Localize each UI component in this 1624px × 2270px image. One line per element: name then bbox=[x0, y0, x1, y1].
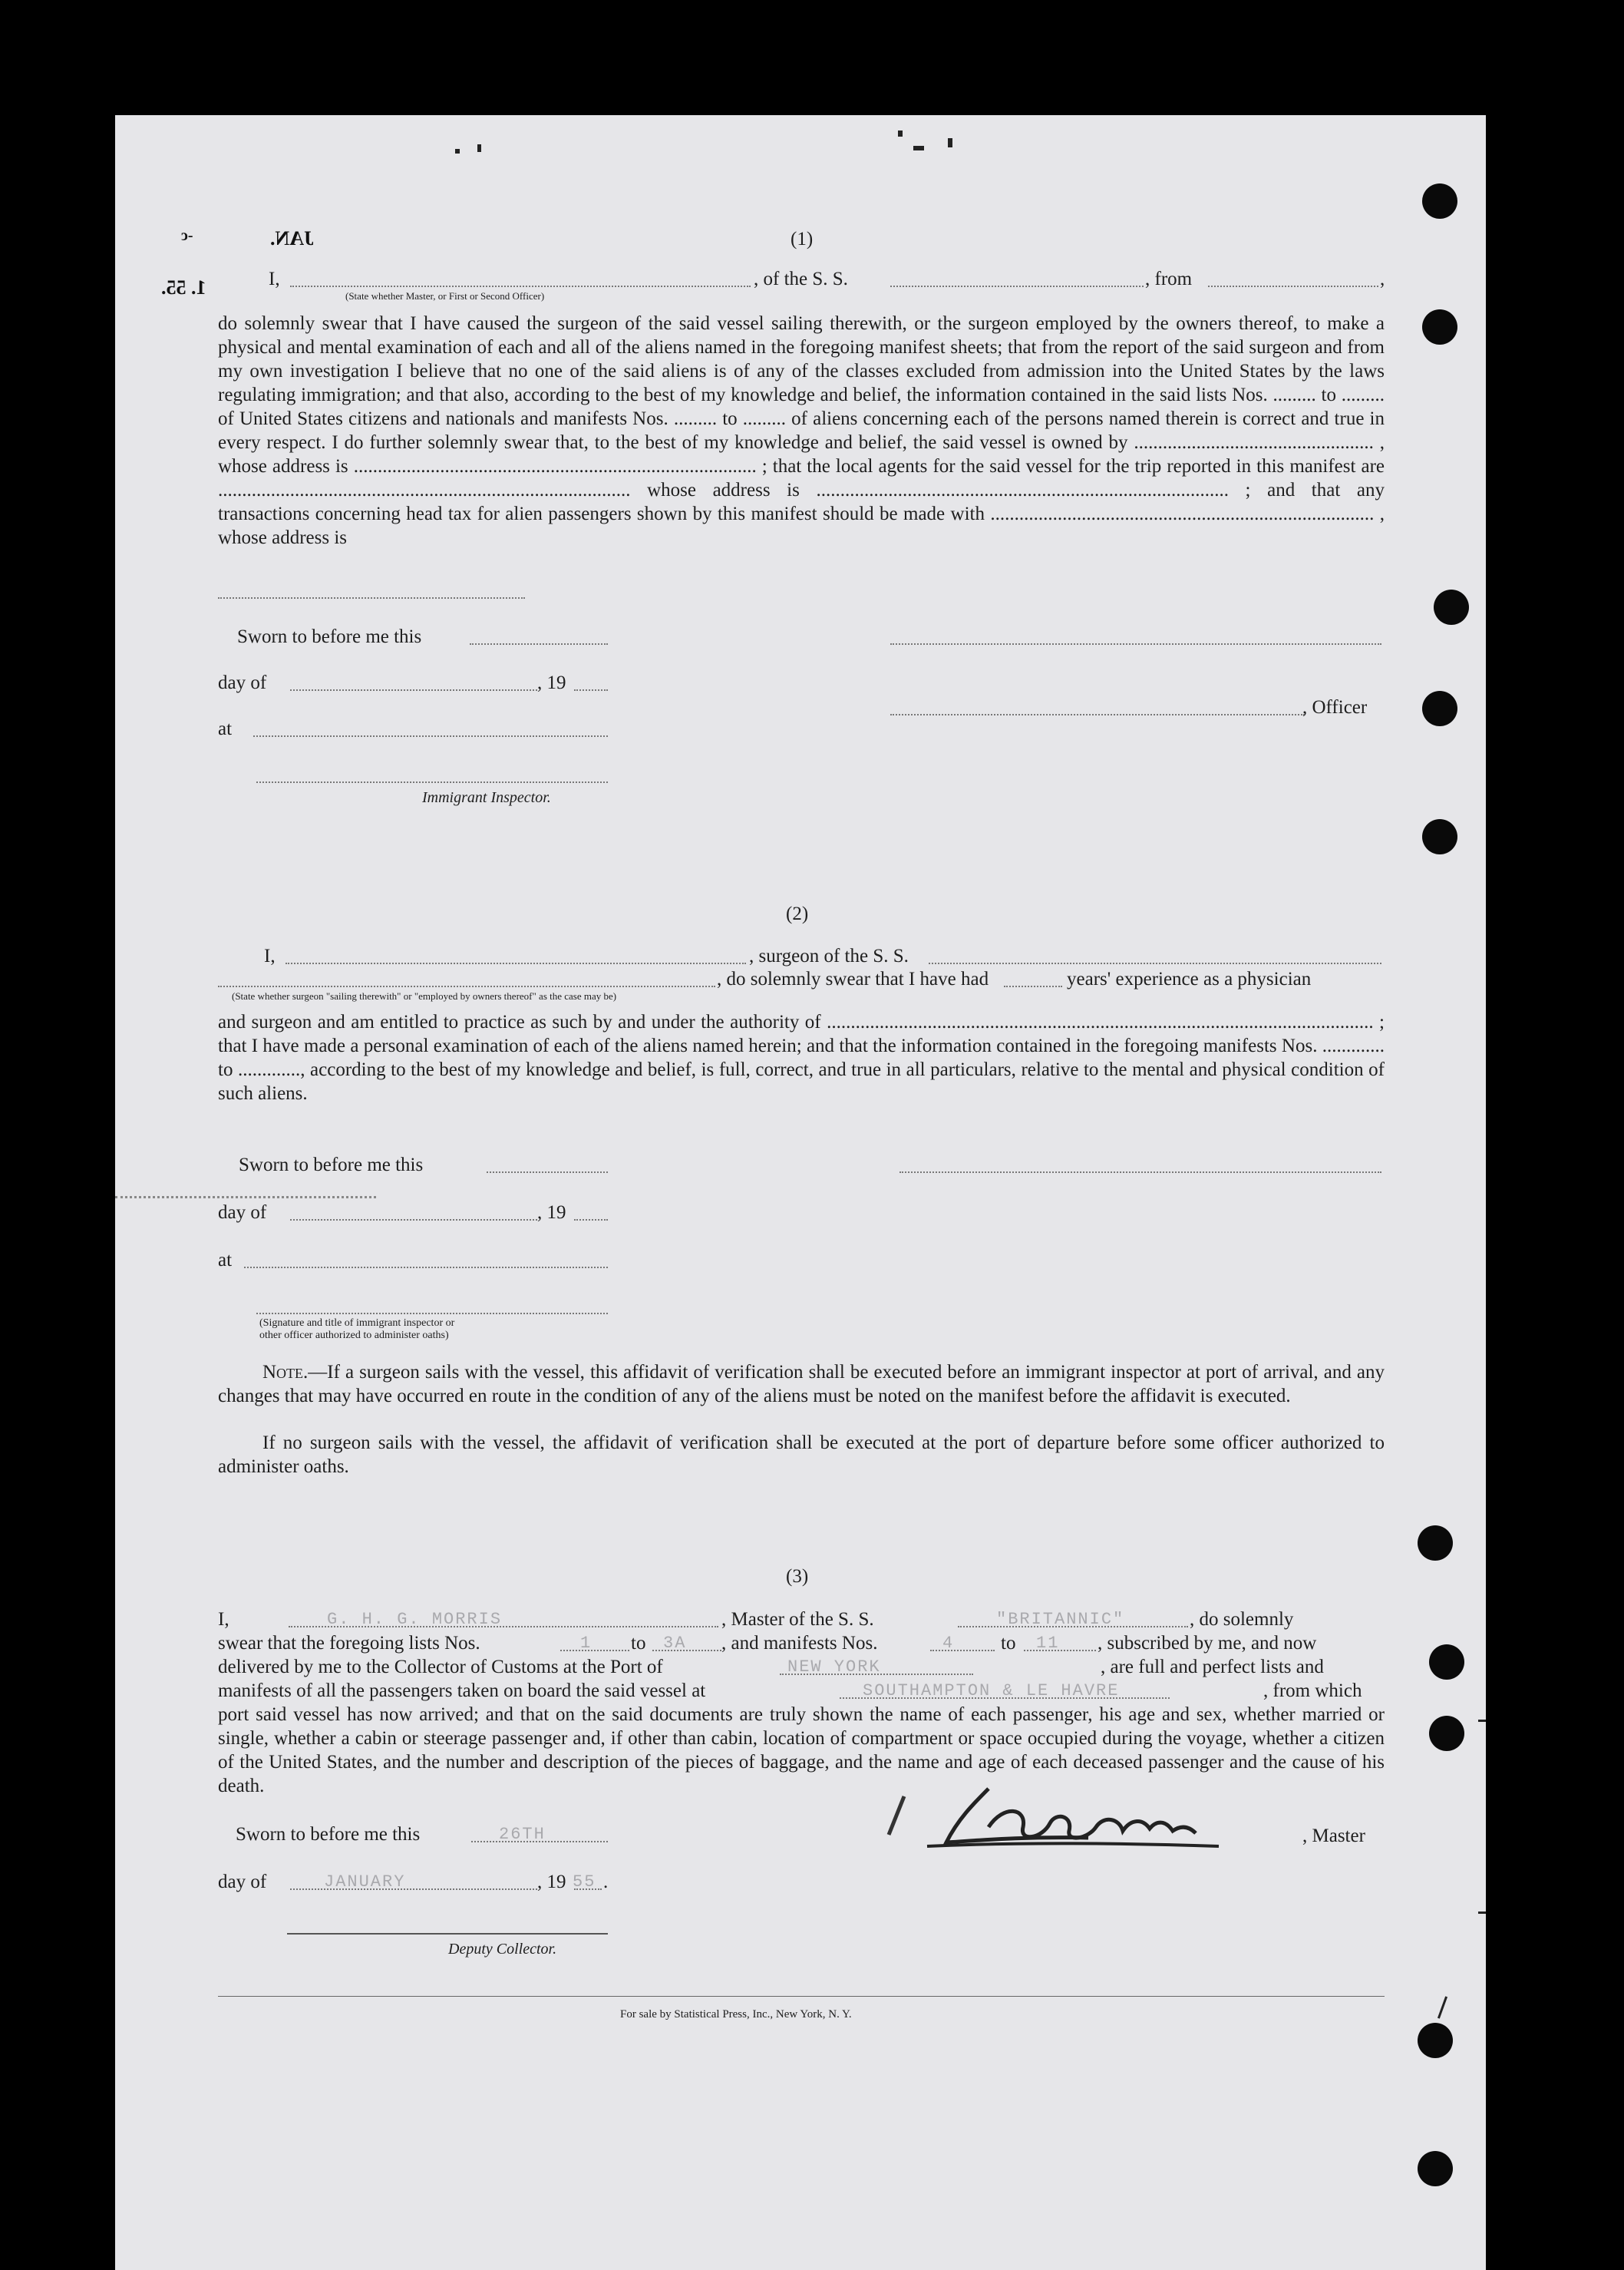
s3-l3-b: , are full and perfect lists and bbox=[1101, 1657, 1324, 1677]
signature-line bbox=[256, 781, 608, 783]
ink-mark bbox=[477, 144, 481, 152]
blank-line bbox=[890, 286, 1144, 287]
blank-line bbox=[930, 1650, 995, 1651]
blank-line bbox=[218, 597, 525, 599]
s2-sworn: Sworn to before me this bbox=[239, 1155, 424, 1175]
s3-i: I, bbox=[218, 1609, 229, 1630]
blank-line bbox=[1208, 286, 1378, 287]
s3-sworn: Sworn to before me this bbox=[236, 1824, 421, 1845]
s2-day-of: day of bbox=[218, 1202, 267, 1223]
s2-line1-surgeon: , surgeon of the S. S. bbox=[749, 946, 909, 966]
s1-caption: (State whether Master, or First or Second Officer) bbox=[345, 290, 545, 302]
punch-hole bbox=[1422, 183, 1457, 219]
departure-port-field: SOUTHAMPTON & LE HAVRE bbox=[863, 1681, 1120, 1700]
s3-solemnly: , do solemnly bbox=[1190, 1609, 1294, 1630]
arrival-port-field: NEW YORK bbox=[787, 1657, 881, 1677]
s1-sworn: Sworn to before me this bbox=[237, 626, 422, 647]
punch-hole bbox=[1422, 309, 1457, 345]
punch-hole bbox=[1429, 1644, 1464, 1680]
blank-line bbox=[487, 1171, 608, 1173]
blank-line bbox=[290, 286, 751, 287]
s3-l2-a: swear that the foregoing lists Nos. bbox=[218, 1633, 480, 1654]
signature-line bbox=[256, 1313, 608, 1314]
blank-line bbox=[290, 689, 537, 691]
manifest-page bbox=[115, 115, 1486, 2270]
section-2-heading: (2) bbox=[786, 904, 809, 924]
s3-l4-a: manifests of all the passengers taken on board the said vessel at bbox=[218, 1680, 706, 1701]
s3-body: port said vessel has now arrived; and that on the said documents are truly shown the name of each passenger, his age and sex, whether married or single, whether a cabin or steerage passenger and, if other than cabin, location of compartment or space occupied during the voyage, whether a citizen of the United States, and the number and description of the pieces of baggage, and the name and age of each deceased passenger and the cause of his death. bbox=[218, 1704, 1385, 1796]
s3-l3-a: delivered by me to the Collector of Customs at the Port of bbox=[218, 1657, 663, 1677]
s2-line2: , do solemnly swear that I have had bbox=[717, 969, 989, 990]
blank-line bbox=[929, 963, 1381, 964]
blank-line bbox=[574, 689, 608, 691]
s2-caption: (State whether surgeon "sailing therewith" or "employed by owners thereof" as the case may be) bbox=[232, 990, 617, 1002]
s1-line1-end: , bbox=[1380, 269, 1385, 289]
s2-line2-end: years' experience as a physician bbox=[1067, 969, 1312, 990]
s2-line1-i: I, bbox=[264, 946, 276, 966]
date-stamp: JAN. bbox=[270, 227, 315, 249]
date-stamp: 1. 55. bbox=[161, 276, 206, 299]
ink-mark bbox=[1478, 1720, 1486, 1722]
blank-line bbox=[286, 963, 746, 964]
s3-l2-c: , subscribed by me, and now bbox=[1098, 1633, 1317, 1654]
s1-day-of: day of bbox=[218, 672, 267, 693]
s3-period: . bbox=[603, 1872, 609, 1892]
blank-line bbox=[218, 986, 715, 987]
manifest-to-field: 11 bbox=[1036, 1634, 1060, 1653]
signature-line bbox=[287, 1933, 608, 1935]
list-from-field: 1 bbox=[580, 1634, 592, 1653]
ink-mark bbox=[948, 138, 952, 147]
blank-line bbox=[244, 1267, 608, 1268]
punch-hole bbox=[1422, 819, 1457, 854]
s2-sig-caption: other officer authorized to administer oaths) bbox=[259, 1330, 449, 1341]
s1-line1-from: , from bbox=[1145, 269, 1193, 289]
punch-hole bbox=[1418, 2023, 1453, 2058]
section-3-heading: (3) bbox=[786, 1566, 809, 1587]
s1-nineteen: , 19 bbox=[537, 672, 566, 693]
note-text: —If a surgeon sails with the vessel, this affidavit of verification shall be executed before an immigrant inspector at port of arrival, and any changes that may have occurred en route in the condition of any of the aliens must be noted on the manifest before the affidavit is executed. bbox=[218, 1362, 1385, 1406]
blank-line bbox=[290, 1219, 537, 1221]
s3-l2-b: , and manifests Nos. bbox=[721, 1633, 878, 1654]
month-field: JANUARY bbox=[324, 1872, 406, 1892]
s2-at: at bbox=[218, 1250, 233, 1270]
punch-hole bbox=[1429, 1716, 1464, 1751]
s3-master-label: , Master bbox=[1302, 1826, 1365, 1846]
s1-line1-i: I, bbox=[269, 269, 280, 289]
s1-inspector: Immigrant Inspector. bbox=[422, 789, 551, 806]
year-field: 55 bbox=[573, 1872, 596, 1892]
punch-hole bbox=[1434, 590, 1469, 625]
ship-name-field: "BRITANNIC" bbox=[996, 1610, 1125, 1629]
blank-line bbox=[574, 1219, 608, 1221]
blank-line bbox=[253, 735, 608, 737]
punch-hole bbox=[1418, 2151, 1453, 2186]
footer-text: For sale by Statistical Press, Inc., New York, N. Y. bbox=[620, 2008, 852, 2021]
signature-line bbox=[890, 714, 1305, 715]
s3-nineteen: , 19 bbox=[537, 1872, 566, 1892]
date-stamp-mark: -c bbox=[181, 227, 193, 244]
ink-mark bbox=[898, 131, 903, 137]
s3-master-of: , Master of the S. S. bbox=[721, 1609, 874, 1630]
footer-rule bbox=[218, 1996, 1385, 1997]
s3-to2: to bbox=[1001, 1633, 1016, 1654]
s2-sig-caption: (Signature and title of immigrant inspector or bbox=[259, 1317, 455, 1329]
signature-line bbox=[890, 643, 1381, 645]
blank-line bbox=[1004, 986, 1062, 987]
s1-officer: , Officer bbox=[1302, 697, 1368, 718]
dotted-fold-mark bbox=[115, 1196, 376, 1198]
ink-mark bbox=[913, 146, 924, 150]
s1-line1-of: , of the S. S. bbox=[754, 269, 848, 289]
note-lead: Note. bbox=[262, 1362, 309, 1383]
master-signature bbox=[858, 1773, 1288, 1858]
s2-nineteen: , 19 bbox=[537, 1202, 566, 1223]
ink-mark bbox=[1438, 1996, 1447, 2018]
note-paragraph-2: If no surgeon sails with the vessel, the affidavit of verification shall be executed at the port of departure before some officer authorized to administer oaths. bbox=[218, 1432, 1385, 1477]
ink-mark bbox=[455, 149, 460, 154]
section-1-heading: (1) bbox=[791, 229, 814, 249]
list-to-field: 3A bbox=[663, 1634, 687, 1653]
blank-line bbox=[470, 643, 608, 645]
s3-l4-b: , from which bbox=[1263, 1680, 1362, 1701]
s2-body: and surgeon and am entitled to practice as such by and under the authority of .................................................................................................................. ; that I have made a personal examination of each of the aliens named herein; and that the information contained in the foregoing manifests Nos. ............. to ............., according to the best of my knowledge and belief, is full, correct, and true in all particulars, relative to the mental and physical condition of such aliens. bbox=[218, 1012, 1385, 1104]
ink-mark bbox=[1478, 1911, 1486, 1914]
blank-line bbox=[560, 1650, 629, 1651]
manifest-from-field: 4 bbox=[942, 1634, 955, 1653]
s1-at: at bbox=[218, 719, 233, 739]
s3-day-of: day of bbox=[218, 1872, 267, 1892]
punch-hole bbox=[1418, 1525, 1453, 1561]
s1-body: do solemnly swear that I have caused the surgeon of the said vessel sailing therewith, or the surgeon employed by the owners thereof, to make a physical and mental examination of each and all of the aliens named in the foregoing manifest sheets; that from the report of the said surgeon and from my own investigation I believe that no one of the said aliens is of any of the classes excluded from admission into the United States by the laws regulating immigration; and that also, according to the best of my knowledge and belief, the information contained in the said lists Nos. ......... to ......... of United States citizens and nationals and manifests Nos. ......... to ......... of aliens concerning each of the persons named therein is correct and true in every respect. I do further solemnly swear that, to the best of my knowledge and belief, the said vessel is owned by .................................................. , whose address is .................................................................................... ; that the local agents for the said vessel for the trip reported in this manifest are ...................................................................................... whose address is ...................................................................................... ; and that any transactions concerning head tax for alien passengers shown by this manifest should be made with ................................................................................ , whose address is bbox=[218, 313, 1385, 548]
s3-to1: to bbox=[631, 1633, 646, 1654]
s3-deputy: Deputy Collector. bbox=[448, 1941, 557, 1958]
punch-hole bbox=[1422, 691, 1457, 726]
master-name-field: G. H. G. MORRIS bbox=[327, 1610, 503, 1629]
blank-line bbox=[1024, 1650, 1096, 1651]
note-paragraph bbox=[218, 1360, 1385, 1408]
sworn-day-field: 26TH bbox=[499, 1825, 546, 1844]
signature-line bbox=[899, 1171, 1381, 1173]
